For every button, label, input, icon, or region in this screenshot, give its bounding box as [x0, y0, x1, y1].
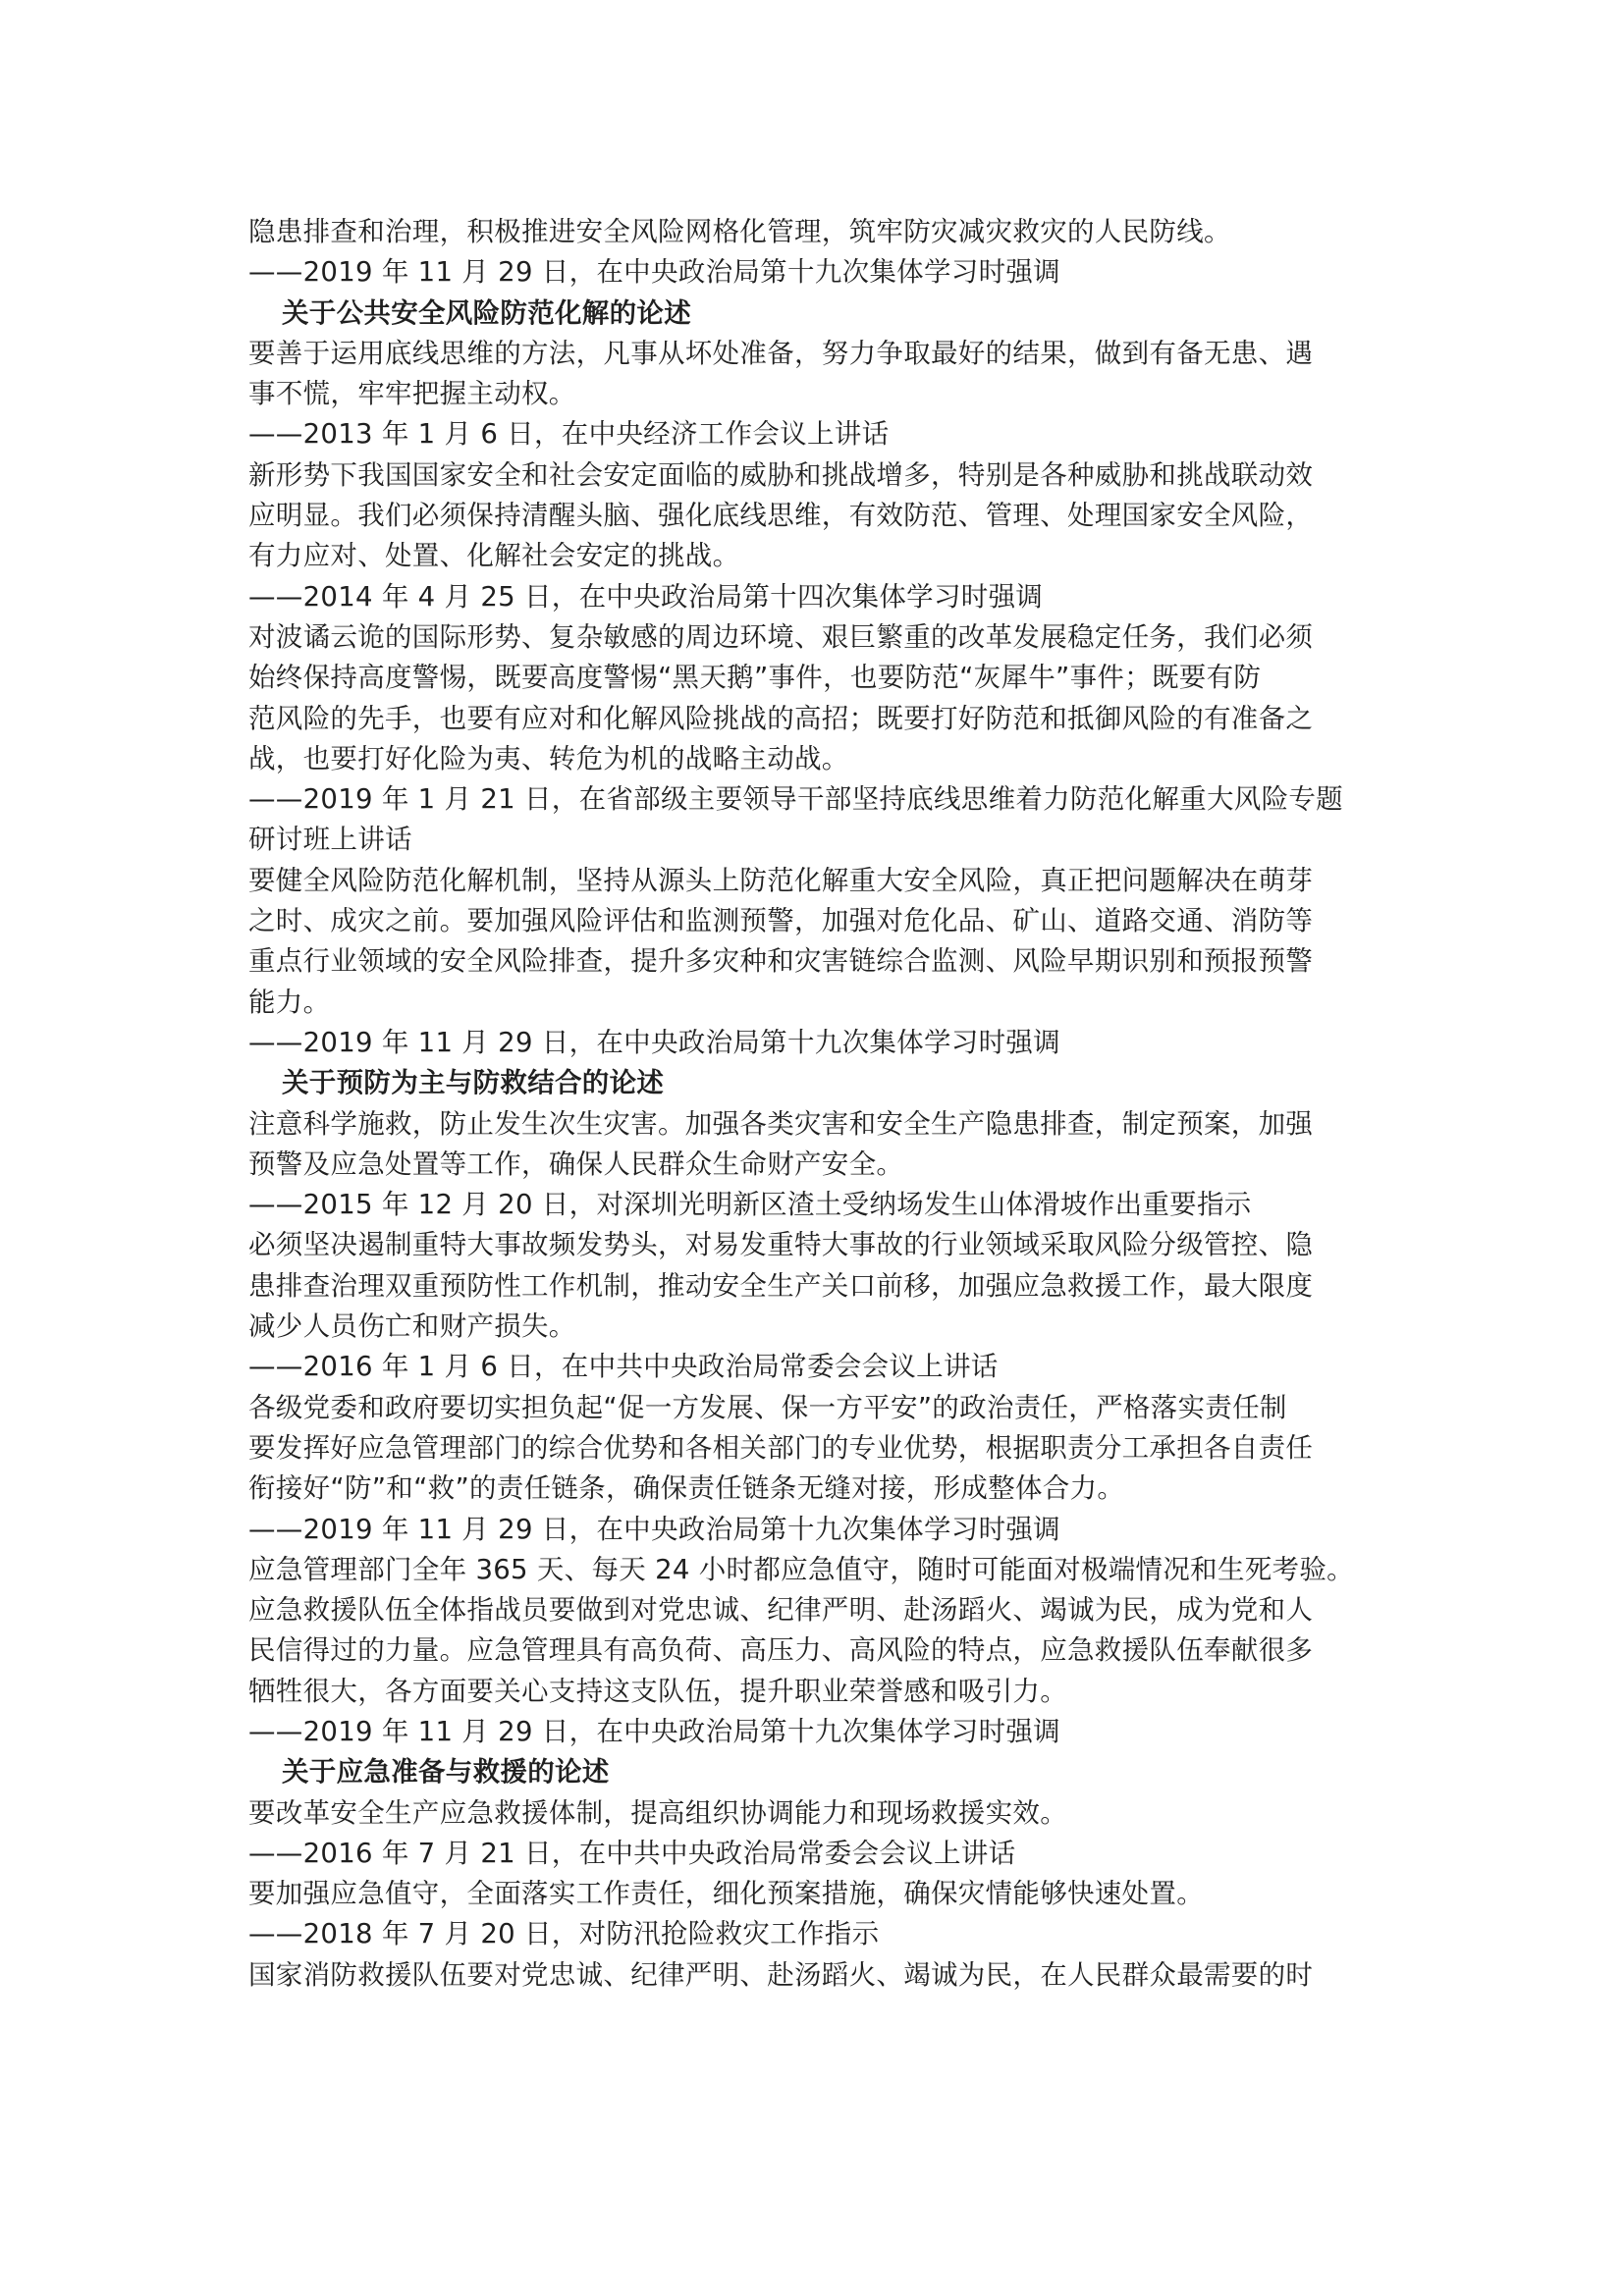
text-line: 必须坚决遏制重特大事故频发势头，对易发重特大事故的行业领域采取风险分级管控、隐: [248, 1229, 1314, 1261]
source-citation: [248, 1914, 1397, 1954]
text-line: 新形势下我国国家安全和社会安定面临的威胁和挑战增多，特别是各种威胁和挑战联动效: [248, 458, 1314, 491]
text-line: ——2019 年 1 月 21 日，在省部级主要领导干部坚持底线思维着力防范化解重大风险专题: [248, 783, 1343, 816]
text-line: 衔接好“防”和“救”的责任链条，确保责任链条无缝对接，形成整体合力。: [248, 1472, 1125, 1505]
text-line: 要发挥好应急管理部门的综合优势和各相关部门的专业优势，根据职责分工承担各自责任: [248, 1431, 1314, 1464]
text-line: ——2013 年 1 月 6 日，在中央经济工作会议上讲话: [248, 418, 890, 451]
section-heading: [248, 1752, 1397, 1792]
text-line: 民信得过的力量。应急管理具有高负荷、高压力、高风险的特点，应急救援队伍奉献很多: [248, 1634, 1314, 1667]
text-line: 对波谲云诡的国际形势、复杂敏感的周边环境、艰巨繁重的改革发展稳定任务，我们必须: [248, 620, 1314, 653]
source-citation: [248, 1834, 1397, 1874]
text-line: 研讨班上讲话: [248, 824, 412, 856]
text-line: 注意科学施救，防止发生次生灾害。加强各类灾害和安全生产隐患排查，制定预案，加强: [248, 1107, 1314, 1140]
source-citation: [248, 1023, 1397, 1063]
source-citation: [248, 252, 1397, 293]
text-line: 预警及应急处置等工作，确保人民群众生命财产安全。: [248, 1148, 904, 1180]
text-line: 始终保持高度警惕，既要高度警惕“黑天鹅”事件，也要防范“灰犀牛”事件；既要有防: [248, 662, 1262, 694]
source-citation: [248, 779, 1397, 861]
text-line: 要改革安全生产应急救援体制，提高组织协调能力和现场救援实效。: [248, 1796, 1067, 1829]
text-line: 各级党委和政府要切实担负起“促一方发展、保一方平安”的政治责任，严格落实责任制: [248, 1391, 1287, 1423]
quote-paragraph: [248, 1550, 1397, 1712]
quote-paragraph: [248, 334, 1397, 415]
source-citation: [248, 1185, 1397, 1225]
text-line: 战，也要打好化险为夷、转危为机的战略主动战。: [248, 742, 849, 774]
quote-paragraph: [248, 1104, 1397, 1186]
text-line: ——2015 年 12 月 20 日，对深圳光明新区渣土受纳场发生山体滑坡作出重要指示: [248, 1189, 1252, 1221]
text-line: 牺牲很大，各方面要关心支持这支队伍，提升职业荣誉感和吸引力。: [248, 1675, 1067, 1707]
text-line: 重点行业领域的安全风险排查，提升多灾种和灾害链综合监测、风险早期识别和预报预警: [248, 945, 1314, 978]
text-line: ——2018 年 7 月 20 日，对防汛抢险救灾工作指示: [248, 1918, 880, 1950]
quote-paragraph: [248, 1793, 1397, 1834]
text-line: 患排查治理双重预防性工作机制，推动安全生产关口前移，加强应急救援工作，最大限度: [248, 1269, 1314, 1302]
document-body: [248, 212, 1397, 1996]
quote-paragraph: [248, 1388, 1397, 1510]
text-line: 减少人员伤亡和财产损失。: [248, 1310, 576, 1343]
text-line: 能力。: [248, 986, 331, 1018]
text-line: 要善于运用底线思维的方法，凡事从坏处准备，努力争取最好的结果，做到有备无患、遇: [248, 337, 1314, 369]
text-line: 隐患排查和治理，积极推进安全风险网格化管理，筑牢防灾减灾救灾的人民防线。: [248, 216, 1231, 247]
text-line: ——2019 年 11 月 29 日，在中央政治局第十九次集体学习时强调: [248, 1513, 1060, 1545]
text-line: 事不慌，牢牢把握主动权。: [248, 378, 576, 410]
text-line: 要健全风险防范化解机制，坚持从源头上防范化解重大安全风险，真正把问题解决在萌芽: [248, 864, 1314, 896]
source-citation: [248, 1347, 1397, 1387]
quote-paragraph: [248, 861, 1397, 1023]
source-citation: [248, 1712, 1397, 1752]
text-line: 国家消防救援队伍要对党忠诚、纪律严明、赴汤蹈火、竭诚为民，在人民群众最需要的时: [248, 1958, 1314, 1991]
quote-paragraph: [248, 1225, 1397, 1347]
text-line: 之时、成灾之前。要加强风险评估和监测预警，加强对危化品、矿山、道路交通、消防等: [248, 905, 1314, 937]
text-line: 关于预防为主与防救结合的论述: [282, 1067, 665, 1099]
text-line: 有力应对、处置、化解社会安定的挑战。: [248, 540, 740, 572]
text-line: ——2016 年 7 月 21 日，在中共中央政治局常委会会议上讲话: [248, 1837, 1016, 1869]
text-line: 应急救援队伍全体指战员要做到对党忠诚、纪律严明、赴汤蹈火、竭诚为民，成为党和人: [248, 1594, 1314, 1627]
text-line: ——2019 年 11 月 29 日，在中央政治局第十九次集体学习时强调: [248, 1026, 1060, 1058]
text-line: 关于应急准备与救援的论述: [282, 1756, 610, 1789]
text-line: ——2016 年 1 月 6 日，在中共中央政治局常委会会议上讲话: [248, 1351, 999, 1383]
text-line: 应急管理部门全年 365 天、每天 24 小时都应急值守，随时可能面对极端情况和生死考验。: [248, 1553, 1354, 1585]
source-citation: [248, 414, 1397, 454]
source-citation: [248, 577, 1397, 617]
quote-paragraph: [248, 1955, 1397, 1996]
text-line: ——2014 年 4 月 25 日，在中央政治局第十四次集体学习时强调: [248, 580, 1044, 613]
quote-paragraph: [248, 212, 1397, 252]
section-heading: [248, 1063, 1397, 1103]
section-heading: [248, 294, 1397, 334]
text-line: 范风险的先手，也要有应对和化解风险挑战的高招；既要打好防范和抵御风险的有准备之: [248, 702, 1314, 734]
text-line: ——2019 年 11 月 29 日，在中央政治局第十九次集体学习时强调: [248, 1715, 1060, 1747]
text-line: 关于公共安全风险防范化解的论述: [282, 296, 691, 329]
source-citation: [248, 1510, 1397, 1550]
text-line: 应明显。我们必须保持清醒头脑、强化底线思维，有效防范、管理、处理国家安全风险，: [248, 500, 1314, 532]
quote-paragraph: [248, 617, 1397, 779]
text-line: ——2019 年 11 月 29 日，在中央政治局第十九次集体学习时强调: [248, 256, 1060, 289]
text-line: 要加强应急值守，全面落实工作责任，细化预案措施，确保灾情能够快速处置。: [248, 1878, 1204, 1910]
quote-paragraph: [248, 455, 1397, 577]
quote-paragraph: [248, 1874, 1397, 1914]
